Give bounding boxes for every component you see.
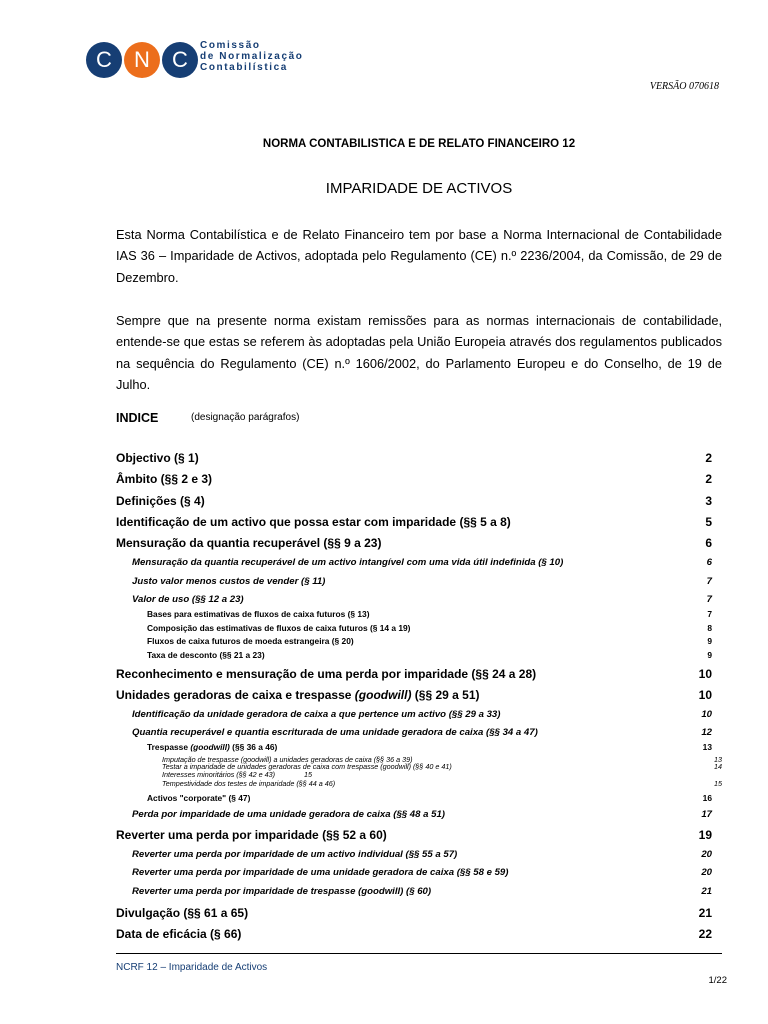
toc-entry-page: 6 [705,536,712,550]
norm-title: NORMA CONTABILISTICA E DE RELATO FINANCEIRO 12 [262,138,576,150]
logo-text-line-3: Contabilística [200,62,288,73]
toc-entry-label: Bases para estimativas de fluxos de caixa futuros (§ 13) [147,609,370,619]
toc-entry-label [116,688,480,702]
toc-entry-label: Activos "corporate" (§ 47) [147,793,251,803]
toc-entry-page: 7 [707,609,712,619]
toc-entry[interactable] [116,927,712,941]
toc-entry-page: 22 [698,927,712,941]
logo-letter-c2: C [162,42,198,78]
toc-entry-label-part: Unidades geradoras de caixa e trespasse [116,688,355,702]
intro-paragraph-1: Esta Norma Contabilística e de Relato Financeiro tem por base a Norma Internacional de Contabilidade IAS 36 – Imparidade de Activos, adoptada pelo Regulamento (CE) n.º 2236/2004, da Comissão, de 29 de Dezembro. [116,227,722,285]
toc-entry[interactable] [132,886,712,897]
toc-entry-label-part: (§§ 36 a 46) [229,742,278,752]
logo-text [200,40,303,73]
toc-entry-label: Identificação de um activo que possa estar com imparidade (§§ 5 a 8) [116,515,511,529]
intro-paragraph-2: Sempre que na presente norma existam remissões para as normas internacionais de contabilidade, entende-se que estas se referem às adoptadas pela União Europeia através dos regulamentos publicados na sequência do Regulamento (CE) n.º 1606/2002, do Parlamento Europeu e do Conselho, de 19 de Julho. [116,313,722,392]
toc-entry-label: Reconhecimento e mensuração de uma perda por imparidade (§§ 24 a 28) [116,667,537,681]
toc-entry[interactable] [116,536,712,550]
toc-entry-label: Perda por imparidade de uma unidade geradora de caixa (§§ 48 a 51) [132,809,445,820]
toc-entry-page: 10 [701,709,712,720]
toc-entry-page: 10 [698,688,712,702]
toc-entry-label: Justo valor menos custos de vender (§ 11) [132,576,326,587]
toc-entry-page: 14 [714,762,722,771]
toc-entry-label-part: Trespasse [147,742,191,752]
toc-entry[interactable] [162,780,722,788]
toc-entry-label: Identificação da unidade geradora de caixa a que pertence um activo (§§ 29 a 33) [132,709,501,720]
toc-entry[interactable] [132,727,712,738]
toc-entry-label: Taxa de desconto (§§ 21 a 23) [147,650,265,660]
toc-entry-label-emphasis: (goodwill) [354,688,412,702]
toc-entry[interactable] [116,515,712,529]
toc-entry[interactable] [147,793,712,803]
toc-entry[interactable] [132,867,712,878]
toc-entry-label-emphasis: (goodwill) [190,742,230,752]
cnc-logo [86,40,346,80]
toc-entry-page: 7 [706,594,712,605]
toc-entry-page: 17 [701,809,712,820]
toc-entry-label: Reverter uma perda por imparidade de trespasse (goodwill) (§ 60) [132,886,432,897]
toc-entry-label: Âmbito (§§ 2 e 3) [116,472,213,486]
toc-entry[interactable] [116,494,712,508]
toc-entry-page: 2 [705,472,712,486]
toc-entry-label: Reverter uma perda por imparidade de um activo individual (§§ 55 a 57) [132,849,458,860]
toc-entry[interactable] [116,451,712,465]
toc-entry-label-part: (§§ 29 a 51) [411,688,480,702]
index-label: INDICE [116,411,159,425]
toc-entry-page: 20 [701,867,712,878]
toc-entry-label: Objectivo (§ 1) [116,451,199,465]
logo-text-line-2: de Normalização [200,51,304,62]
logo-text-line-1: Comissão [200,40,261,51]
toc-entry-label: Reverter uma perda por imparidade de uma unidade geradora de caixa (§§ 58 e 59) [132,867,509,878]
footer-divider [116,953,722,954]
toc-entry-page: 10 [698,667,712,681]
toc-entry[interactable] [132,709,712,720]
toc-entry[interactable] [132,576,712,587]
toc-entry[interactable] [116,472,712,486]
toc-entry[interactable] [116,688,712,702]
toc-entry-page: 9 [707,650,712,660]
toc-entry[interactable] [132,557,712,568]
toc-entry-page: 20 [701,849,712,860]
toc-entry-label: Divulgação (§§ 61 a 65) [116,906,249,920]
toc-entry[interactable] [147,636,712,646]
toc-entry-label: Reverter uma perda por imparidade (§§ 52 a 60) [116,828,387,842]
toc-entry-label: Composição das estimativas de fluxos de caixa futuros (§ 14 a 19) [147,623,411,633]
toc-entry-page: 8 [707,623,712,633]
toc-entry[interactable] [147,742,712,752]
toc-entry-page: 21 [698,906,712,920]
toc-entry-label: Data de eficácia (§ 66) [116,927,242,941]
toc-entry[interactable] [147,650,712,660]
toc-entry-page: 9 [707,636,712,646]
main-title: IMPARIDADE DE ACTIVOS [325,180,513,197]
toc-entry-page: 19 [698,828,712,842]
toc-entry-label: Mensuração da quantia recuperável (§§ 9 a 23) [116,536,382,550]
toc-entry-label: Definições (§ 4) [116,494,205,508]
toc-entry-page: 21 [701,886,712,897]
toc-entry-label: Quantia recuperável e quantia escriturada de uma unidade geradora de caixa (§§ 34 a 47) [132,727,538,738]
toc-entry-page: 15 [304,770,312,779]
toc-entry-label: Valor de uso (§§ 12 a 23) [132,594,244,605]
toc-entry-page: 7 [706,576,712,587]
toc-entry-label: Imputação de trespasse (goodwill) a unidades geradoras de caixa (§§ 36 a 39) [162,755,413,764]
index-subheading: (designação parágrafos) [191,412,300,423]
toc-entry-page: 13 [702,742,712,752]
logo-letter-c1: C [86,42,122,78]
toc-entry-label: Mensuração da quantia recuperável de um activo intangível com uma vida útil indefinida (§ 10) [132,557,564,568]
toc-entry-label: Interesses minoritários (§§ 42 e 43) [162,770,276,779]
toc-entry[interactable] [116,906,712,920]
toc-entry-page: 5 [705,515,712,529]
toc-entry[interactable] [147,623,712,633]
toc-entry[interactable] [116,828,712,842]
version-label: VERSÃO 070618 [649,81,719,92]
toc-entry-page: 15 [714,779,722,788]
toc-entry-label: Fluxos de caixa futuros de moeda estrangeira (§ 20) [147,636,354,646]
toc-entry-page: 2 [705,451,712,465]
page-number: 1/22 [708,975,727,986]
toc-entry-page: 6 [706,557,712,568]
toc-entry[interactable] [132,849,712,860]
toc-entry[interactable] [132,594,712,605]
toc-entry-page: 13 [714,755,722,764]
toc-entry[interactable] [147,609,712,619]
toc-entry[interactable] [162,771,312,779]
toc-entry-label: Testar a imparidade de unidades geradoras de caixa com trespasse (goodwill) (§§ 40 e 41) [162,762,452,771]
toc-entry-page: 16 [702,793,712,803]
toc-entry[interactable] [116,667,712,681]
footer-document-title: NCRF 12 – Imparidade de Activos [116,962,268,973]
index-heading [116,411,158,425]
toc-entry-page: 12 [701,727,712,738]
logo-letter-n: N [124,42,160,78]
toc-entry-page: 3 [705,494,712,508]
toc-entry[interactable] [132,809,712,820]
toc-entry-label: Tempestividade dos testes de imparidade (§§ 44 a 46) [162,779,336,788]
toc-entry-label [147,742,277,752]
